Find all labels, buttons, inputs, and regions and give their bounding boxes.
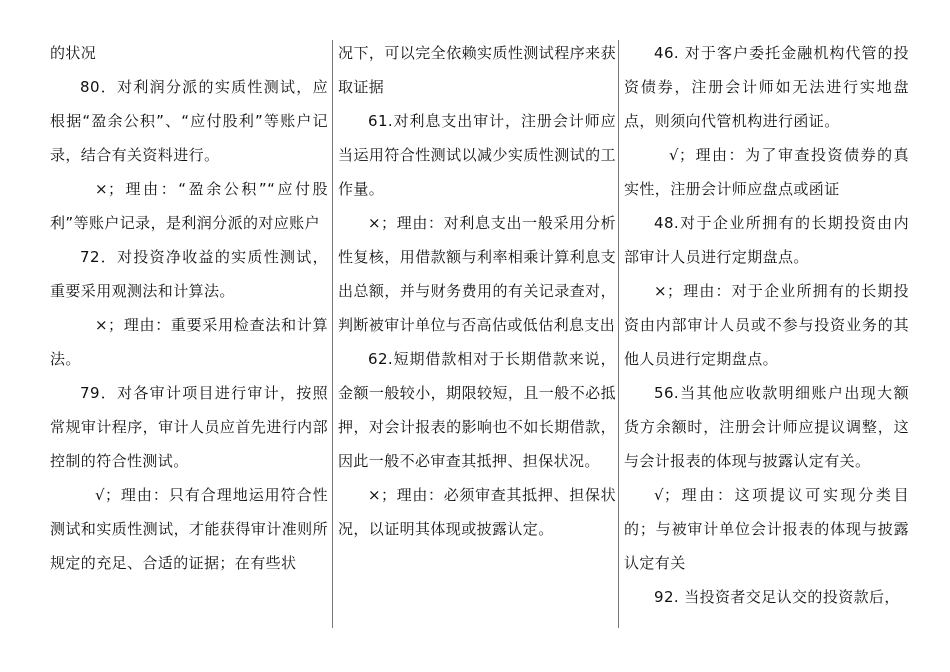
question-79: 79．对各审计项目进行审计，按照常规审计程序，审计人员应首先进行内部控制的符合性测试。 (50, 384, 328, 470)
question-46: 46. 对于客户委托金融机构代管的投资债券，注册会计师如无法进行实地盘点，则须向代管机构进行函证。 (624, 44, 909, 130)
answer-46: √；理由：为了审查投资债券的真实性，注册会计师应盘点或函证 (624, 146, 909, 198)
column-divider-right (618, 40, 619, 628)
question-48: 48.对于企业所拥有的长期投资由内部审计人员进行定期盘点。 (624, 214, 909, 266)
paragraph: 的状况 (50, 44, 97, 62)
question-80: 80．对利润分派的实质性测试，应根据“盈余公积”、“应付股利”等账户记录，结合有关资料进行。 (50, 78, 328, 164)
answer-72: ×；理由：重要采用检查法和计算法。 (50, 316, 328, 368)
answer-80: ×；理由：“盈余公积”“应付股利”等账户记录，是利润分派的对应账户 (50, 180, 328, 232)
question-56: 56.当其他应收款明细账户出现大额货方余额时，注册会计师应提议调整，这与会计报表的体现与披露认定有关。 (624, 384, 909, 470)
text-column-right (624, 36, 909, 656)
question-62: 62.短期借款相对于长期借款来说，金额一般较小，期限较短，且一般不必抵押，对会计报表的影响也不如长期借款，因此一般不必审查其抵押、担保状况。 (338, 350, 616, 470)
answer-62: ×；理由：必须审查其抵押、担保状况，以证明其体现或披露认定。 (338, 486, 616, 538)
column-divider-left (332, 40, 333, 628)
question-92: 92. 当投资者交足认交的投资款后， (654, 588, 900, 606)
answer-61: ×；理由：对利息支出一般采用分析性复核，用借款额与利率相乘计算利息支出总额，并与财务费用的有关记录查对，判断被审计单位与否高估或低估利息支出 (338, 214, 616, 334)
text-column-left (50, 36, 328, 656)
text-column-middle (338, 36, 616, 656)
answer-56: √；理由：这项提议可实现分类目的；与被审计单位会计报表的体现与披露认定有关 (624, 486, 909, 572)
question-61: 61.对利息支出审计，注册会计师应当运用符合性测试以减少实质性测试的工作量。 (338, 112, 616, 198)
answer-79: √；理由：只有合理地运用符合性测试和实质性测试，才能获得审计准则所规定的充足、合适的证据；在有些状 (50, 486, 328, 572)
paragraph: 况下，可以完全依赖实质性测试程序来获取证据 (338, 44, 616, 96)
answer-48: ×；理由：对于企业所拥有的长期投资由内部审计人员或不参与投资业务的其他人员进行定期盘点。 (624, 282, 909, 368)
question-72: 72．对投资净收益的实质性测试，重要采用观测法和计算法。 (50, 248, 328, 300)
